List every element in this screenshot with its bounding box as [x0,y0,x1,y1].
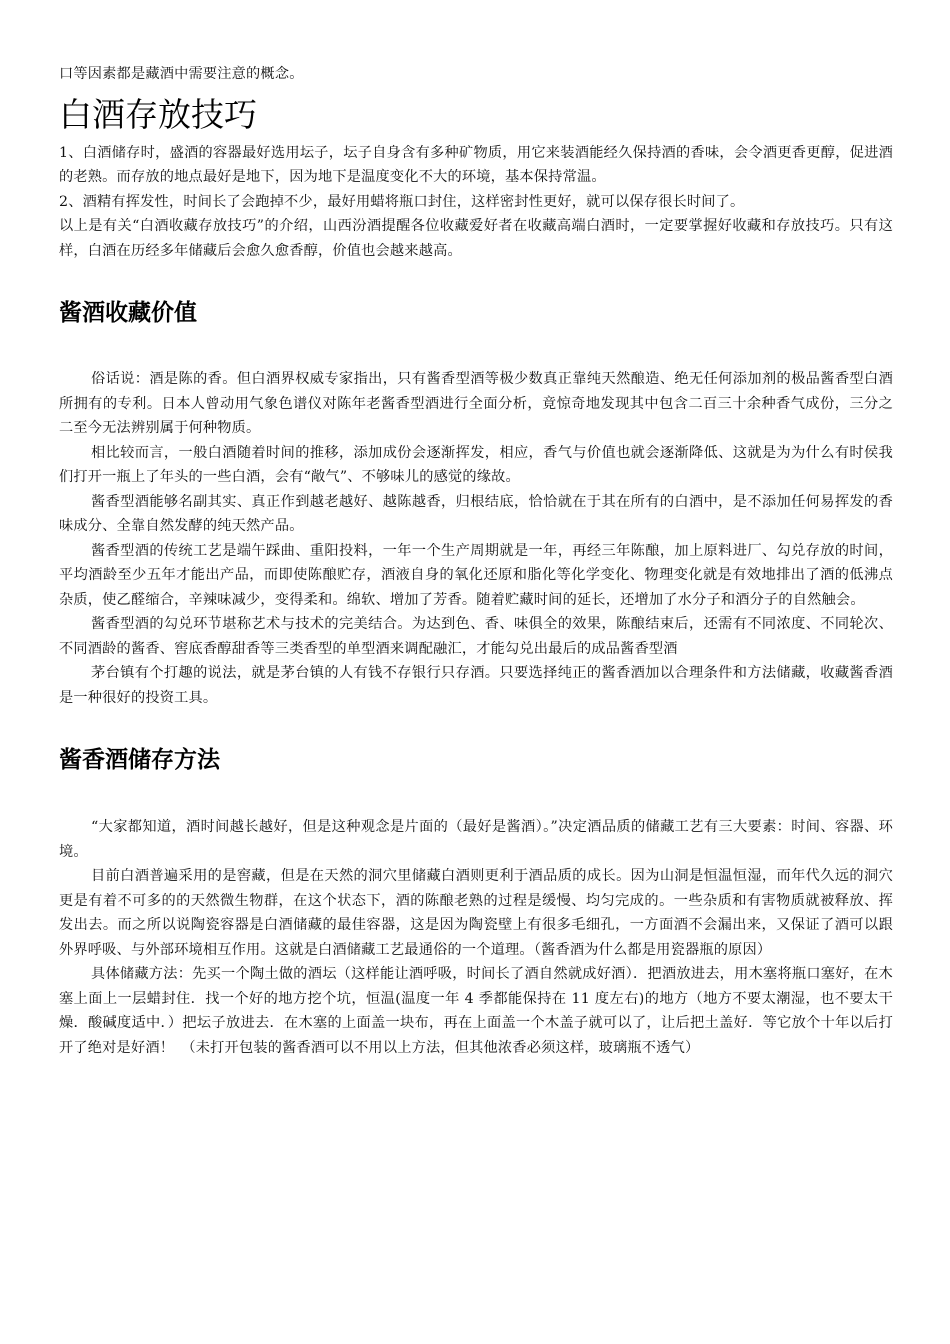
collection-value-section [59,367,893,710]
storage-tips-title: 白酒存放技巧 [59,94,257,134]
collection-value-paragraph: 相比较而言，一般白酒随着时间的推移，添加成份会逐渐挥发，相应，香气与价值也就会逐渐降低、这就是为为什么有时侯我们打开一瓶上了年头的一些白酒，会有“敞气”、不够味儿的感觉的缘故。 [59,444,893,485]
collection-value-paragraph: 茅台镇有个打趣的说法，就是茅台镇的人有钱不存银行只存酒。只要选择纯正的酱香酒加以合理条件和方法储藏，收藏酱香酒是一种很好的投资工具。 [59,665,893,706]
collection-value-paragraph: 酱香型酒的传统工艺是端午踩曲、重阳投料，一年一个生产周期就是一年，再经三年陈酿，加上原料进厂、勾兑存放的时间，平均酒龄至少五年才能出产品，而即使陈酿贮存，酒液自身的氧化还原和脂化等化学变化、物理变化就是有效地排出了酒的低沸点杂质，使乙醛缩合，辛辣味减少，变得柔和。绵软、增加了芳香。随着贮藏时间的延长，还增加了水分子和酒分子的自然触会。 [59,542,893,608]
storage-tips-paragraph: 1、白酒储存时，盛酒的容器最好选用坛子，坛子自身含有多种矿物质，用它来装酒能经久保持酒的香味，会令酒更香更醇，促进酒的老熟。而存放的地点最好是地下，因为地下是温度变化不大的环境，基本保持常温。 [59,144,893,185]
storage-tips-paragraph: 2、酒精有挥发性，时间长了会跑掉不少，最好用蜡将瓶口封住，这样密封性更好，就可以保存很长时间了。 [59,193,745,210]
storage-tips-section [59,141,893,264]
collection-value-paragraph: 酱香型酒的勾兑环节堪称艺术与技术的完美结合。为达到色、香、味俱全的效果，陈酿结束后，还需有不同浓度、不同轮次、不同酒龄的酱香、窖底香醇甜香等三类香型的单型酒来调配融汇，才能勾兑出最后的成品酱香型酒 [59,616,893,657]
collection-value-paragraph: 酱香型酒能够名副其实、真正作到越老越好、越陈越香，归根结底，恰恰就在于其在所有的白酒中，是不添加任何易挥发的香味成分、全靠自然发酵的纯天然产品。 [59,493,893,534]
storage-tips-paragraph: 以上是有关“白酒收藏存放技巧”的介绍，山西汾酒提醒各位收藏爱好者在收藏高端白酒时，一定要掌握好收藏和存放技巧。只有这样，白酒在历经多年储藏后会愈久愈香醇，价值也会越来越高。 [59,218,893,259]
storage-method-paragraph: 目前白酒普遍采用的是窖藏，但是在天然的洞穴里储藏白酒则更利于酒品质的成长。因为山洞是恒温恒湿，而年代久远的洞穴更是有着不可多的的天然微生物群，在这个状态下，酒的陈酿老熟的过程是缓慢、均匀完成的。一些杂质和有害物质就被释放、挥发出去。而之所以说陶瓷容器是白酒储藏的最佳容器，这是因为陶瓷壁上有很多毛细孔，一方面酒不会漏出来，又保证了酒可以跟外界呼吸、与外部环境相互作用。这就是白酒储藏工艺最通俗的一个道理。（酱香酒为什么都是用瓷器瓶的原因） [59,868,893,958]
storage-method-title: 酱香酒储存方法 [59,747,220,773]
collection-value-title: 酱酒收藏价值 [59,300,197,326]
collection-value-paragraph: 俗话说：酒是陈的香。但白酒界权威专家指出，只有酱香型酒等极少数真正靠纯天然酿造、绝无任何添加剂的极品酱香型白酒所拥有的专利。日本人曾动用气象色谱仪对陈年老酱香型酒进行全面分析，竟惊奇地发现其中包含二百三十余种香气成份，三分之二至今无法辨别属于何种物质。 [59,371,893,436]
document-page [59,62,893,1060]
storage-method-paragraph: 具体储藏方法：先买一个陶土做的酒坛（这样能让酒呼吸，时间长了酒自然就成好酒）．把酒放进去，用木塞将瓶口塞好，在木塞上面上一层蜡封住．找一个好的地方挖个坑，恒温(温度一年 4 季都能保持在 11 度左右)的地方（地方不要太潮湿，也不要太干燥．酸碱度适中．）把坛子放进去．在木塞的上面盖一块布，再在上面盖一个木盖子就可以了，让后把土盖好．等它放个十年以后打开了绝对是好酒！ （未打开包装的酱香酒可以不用以上方法，但其他浓香必须这样，玻璃瓶不透气） [59,966,893,1056]
storage-method-paragraph: “大家都知道，酒时间越长越好，但是这种观念是片面的（最好是酱酒）。”决定酒品质的储藏工艺有三大要素：时间、容器、环境。 [59,819,893,860]
intro-fragment: 口等因素都是藏酒中需要注意的概念。 [59,66,304,82]
storage-method-section [59,815,893,1060]
